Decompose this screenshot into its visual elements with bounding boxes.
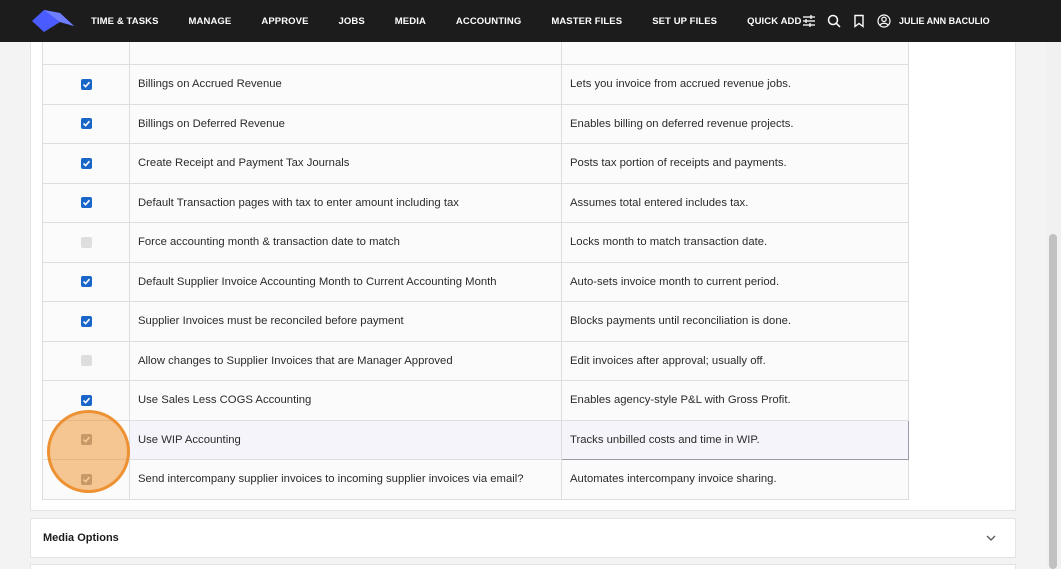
option-row: [43, 262, 909, 302]
option-checkbox-cell: [43, 223, 130, 263]
option-description: Tracks unbilled costs and time in WIP.: [562, 420, 909, 460]
option-checkbox[interactable]: [81, 237, 92, 248]
nav-jobs[interactable]: JOBS: [338, 15, 365, 27]
option-checkbox-cell: [43, 183, 130, 223]
option-row: [43, 65, 909, 105]
nav-tools: [802, 0, 990, 42]
option-checkbox-cell: [43, 65, 130, 105]
option-checkbox[interactable]: [81, 355, 92, 366]
option-checkbox-cell: [43, 381, 130, 421]
nav-accounting[interactable]: ACCOUNTING: [455, 15, 522, 27]
option-checkbox[interactable]: [81, 276, 92, 287]
option-description: Enables billing on deferred revenue projects.: [562, 104, 909, 144]
sliders-icon[interactable]: [802, 14, 816, 28]
logo-icon[interactable]: [30, 9, 76, 33]
option-checkbox[interactable]: [81, 474, 92, 485]
option-description: Posts tax portion of receipts and payments.: [562, 144, 909, 184]
option-checkbox-cell: [43, 460, 130, 500]
option-checkbox[interactable]: [81, 316, 92, 327]
scrollbar-thumb[interactable]: [1049, 234, 1057, 569]
option-checkbox[interactable]: [81, 395, 92, 406]
option-row: [43, 381, 909, 421]
option-description: Blocks payments until reconciliation is done.: [562, 302, 909, 342]
nav-approve[interactable]: APPROVE: [261, 15, 309, 27]
nav-time-tasks[interactable]: TIME & TASKS: [91, 15, 159, 27]
media-options-title: Media Options: [43, 532, 119, 544]
option-checkbox-cell: [43, 262, 130, 302]
option-checkbox[interactable]: [81, 158, 92, 169]
option-checkbox-cell: [43, 302, 130, 342]
option-label: Create Receipt and Payment Tax Journals: [130, 144, 562, 184]
option-checkbox[interactable]: [81, 197, 92, 208]
top-navigation-bar: [0, 0, 1061, 42]
option-checkbox-cell: [43, 144, 130, 184]
option-label: Supplier Invoices must be reconciled before payment: [130, 302, 562, 342]
option-description: Automates intercompany invoice sharing.: [562, 460, 909, 500]
option-label: Default Supplier Invoice Accounting Month to Current Accounting Month: [130, 262, 562, 302]
chevron-down-icon: [985, 532, 997, 544]
option-row: [43, 223, 909, 263]
option-label: Billings on Accrued Revenue: [130, 65, 562, 105]
option-description: Auto-sets invoice month to current period.: [562, 262, 909, 302]
option-description: Edit invoices after approval; usually off.: [562, 341, 909, 381]
option-label: Use WIP Accounting: [130, 420, 562, 460]
option-checkbox-cell: [43, 104, 130, 144]
option-label: Default Transaction pages with tax to enter amount including tax: [130, 183, 562, 223]
option-label: Allow changes to Supplier Invoices that are Manager Approved: [130, 341, 562, 381]
user-circle-icon[interactable]: [877, 14, 891, 28]
option-description: Assumes total entered includes tax.: [562, 183, 909, 223]
option-description: Lets you invoice from accrued revenue jobs.: [562, 65, 909, 105]
option-row: [43, 144, 909, 184]
option-checkbox[interactable]: [81, 79, 92, 90]
option-row: [43, 302, 909, 342]
option-row: [43, 104, 909, 144]
search-icon[interactable]: [827, 14, 841, 28]
main-nav: [91, 0, 801, 42]
nav-quick-add[interactable]: QUICK ADD: [747, 15, 802, 27]
nav-set-up-files[interactable]: SET UP FILES: [652, 15, 718, 27]
accounting-options-table: [42, 24, 909, 500]
option-label: Billings on Deferred Revenue: [130, 104, 562, 144]
option-checkbox-cell: [43, 420, 130, 460]
option-description: Enables agency-style P&L with Gross Profit.: [562, 381, 909, 421]
user-name[interactable]: JULIE ANN BACULIO: [899, 16, 990, 26]
option-label: Force accounting month & transaction date to match: [130, 223, 562, 263]
option-row: [43, 183, 909, 223]
option-row: [43, 460, 909, 500]
nav-manage[interactable]: MANAGE: [188, 15, 232, 27]
option-checkbox[interactable]: [81, 434, 92, 445]
option-description: Locks month to match transaction date.: [562, 223, 909, 263]
nav-master-files[interactable]: MASTER FILES: [551, 15, 623, 27]
bookmark-icon[interactable]: [852, 14, 866, 28]
option-checkbox[interactable]: [81, 118, 92, 129]
option-label: Send intercompany supplier invoices to incoming supplier invoices via email?: [130, 460, 562, 500]
next-section-accordion[interactable]: [30, 564, 1016, 569]
option-checkbox-cell: [43, 341, 130, 381]
option-row: [43, 341, 909, 381]
option-label: Use Sales Less COGS Accounting: [130, 381, 562, 421]
media-options-accordion[interactable]: [30, 518, 1016, 558]
nav-media[interactable]: MEDIA: [394, 15, 426, 27]
option-row: [43, 420, 909, 460]
